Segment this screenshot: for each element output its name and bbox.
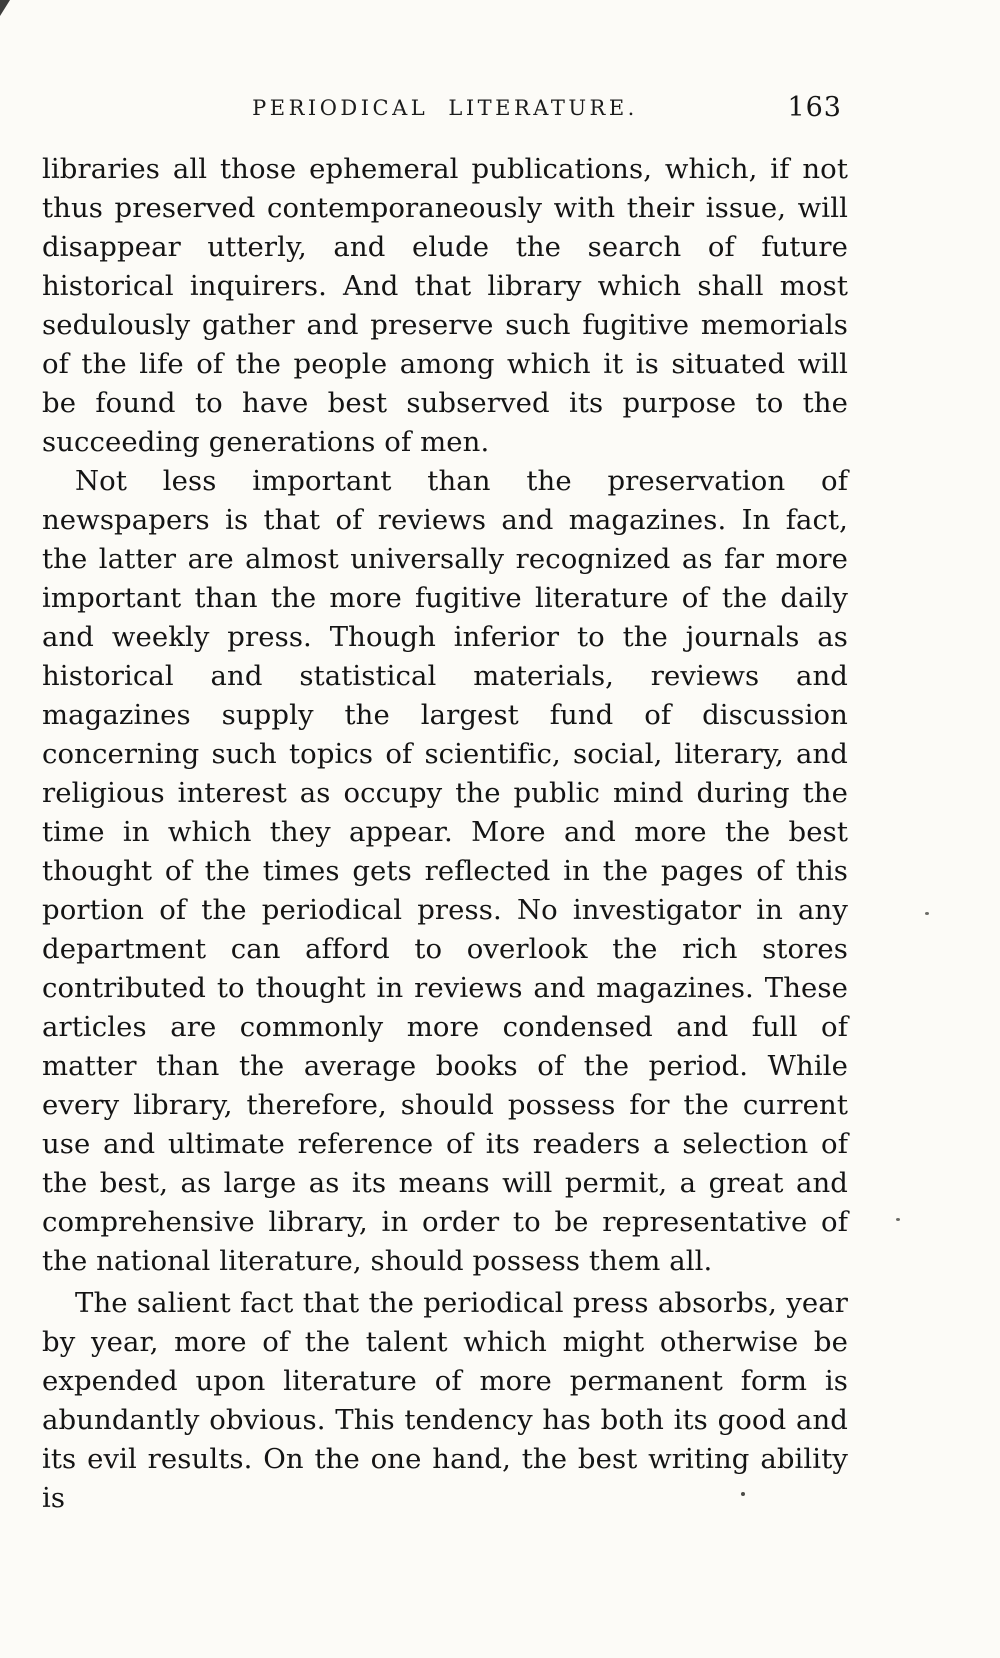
paragraph: The salient fact that the periodical press absorbs, year by year, more of the talent which might otherwise be expended upon literature of more permanent form is abundantly obvious. This tendency has both its good and its evil results. On the one hand, the best writing ability is	[42, 1287, 848, 1514]
scan-speck	[925, 912, 929, 915]
scan-artifact-corner	[0, 0, 10, 16]
scan-speck	[896, 1218, 900, 1221]
page-header	[42, 92, 848, 130]
paragraph: Not less important than the preservation of newspapers is that of reviews and magazines. In fact, the latter are almost universally recognized as far more important than the more fugitive literature of the daily and weekly press. Though inferior to the journals as historical and statistical materials, reviews and magazines supply the largest fund of discussion concerning such topics of scientific, social, literary, and religious interest as occupy the public mind during the time in which they appear. More and more the best thought of the times gets reflected in the pages of this portion of the periodical press. No investigator in any department can afford to overlook the rich stores contributed to thought in reviews and magazines. These articles are commonly more condensed and full of matter than the average books of the period. While every library, therefore, should possess for the current use and ultimate reference of its readers a selection of the best, as large as its means will permit, a great and comprehensive library, in order to be representative of the national literature, should possess them all.	[42, 465, 848, 1277]
running-title: PERIODICAL LITERATURE.	[252, 96, 638, 120]
page-body	[42, 150, 848, 1518]
page-number: 163	[787, 92, 842, 123]
paragraph-continuation: libraries all those ephemeral publications, which, if not thus preserved contemporaneously with their issue, will disappear utterly, and elude the search of future historical inquirers. And that library which shall most sedulously gather and preserve such fugitive memorials of the life of the people among which it is situated will be found to have best subserved its purpose to the succeeding generations of men.	[42, 153, 848, 458]
